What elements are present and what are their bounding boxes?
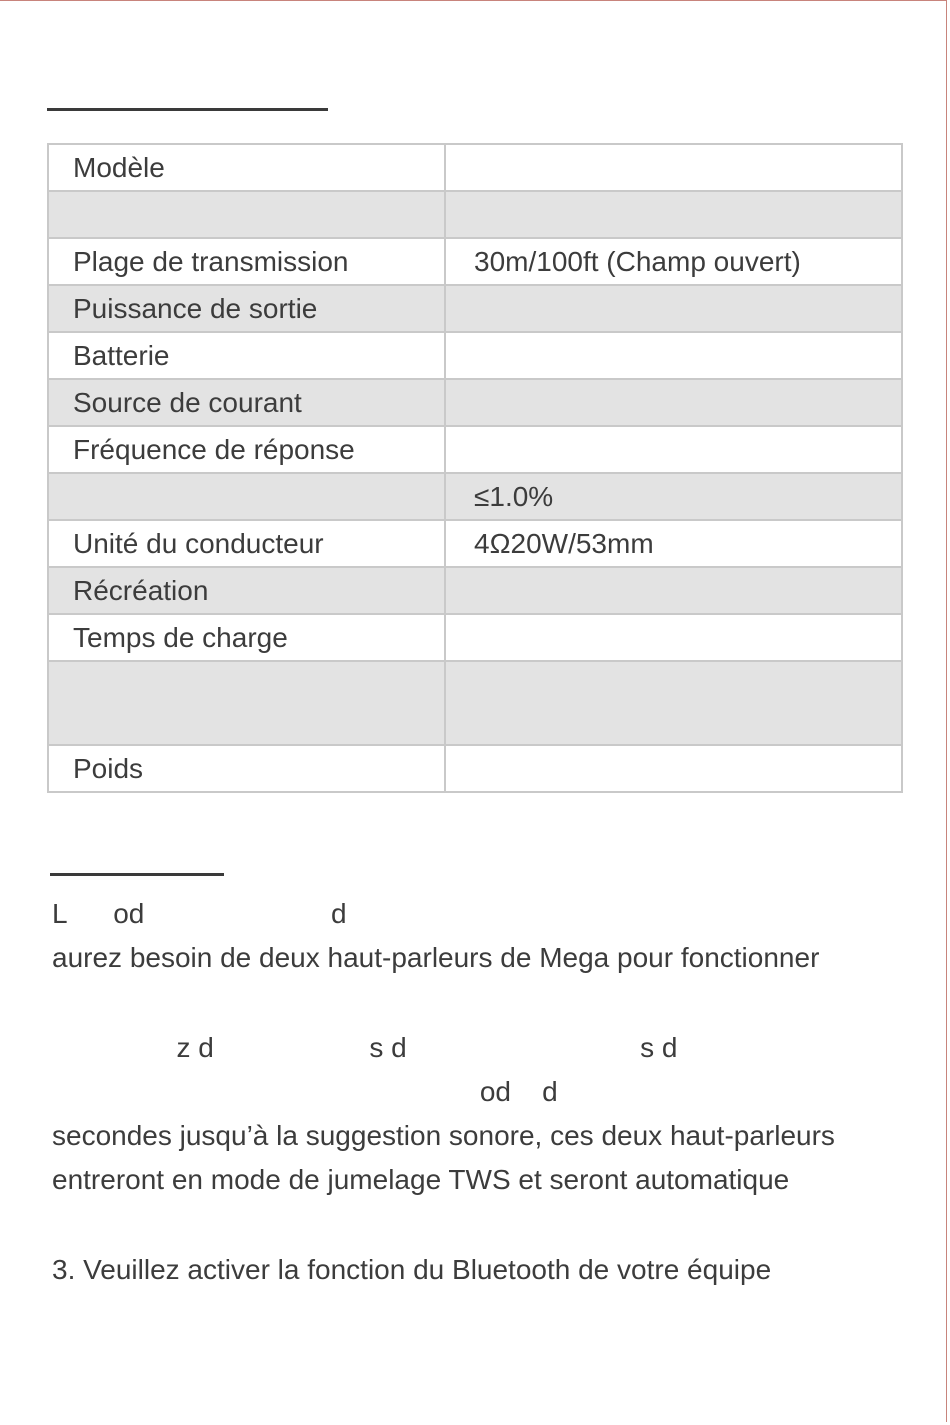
spec-value	[445, 191, 902, 238]
spec-value: ≤1.0%	[445, 473, 902, 520]
spec-label	[48, 661, 445, 745]
spec-value	[445, 332, 902, 379]
table-row	[48, 332, 902, 379]
body-line-4: od d	[52, 1076, 558, 1107]
spec-value	[445, 285, 902, 332]
body-line-5: secondes jusqu’à la suggestion sonore, ces deux haut-parleurs	[52, 1120, 835, 1151]
body-line-1: L od d	[52, 898, 347, 929]
heading-underline-specs	[47, 108, 328, 111]
heading-underline-tws	[50, 873, 224, 876]
body-line-3: z d s d s d	[52, 1032, 678, 1063]
spec-label: Modèle	[48, 144, 445, 191]
spec-value: 4Ω20W/53mm	[445, 520, 902, 567]
spec-value	[445, 426, 902, 473]
spec-value	[445, 661, 902, 745]
body-line-7: 3. Veuillez activer la fonction du Bluetooth de votre équipe	[52, 1254, 772, 1285]
spec-label: Fréquence de réponse	[48, 426, 445, 473]
spec-value	[445, 567, 902, 614]
table-row	[48, 567, 902, 614]
spec-value	[445, 144, 902, 191]
body-line-6: entreront en mode de jumelage TWS et seront automatique	[52, 1164, 790, 1195]
specifications-table	[47, 143, 903, 793]
table-row	[48, 426, 902, 473]
spec-label: Plage de transmission	[48, 238, 445, 285]
spec-label: Récréation	[48, 567, 445, 614]
spec-value	[445, 745, 902, 792]
table-row	[48, 238, 902, 285]
spec-label: Batterie	[48, 332, 445, 379]
table-row	[48, 661, 902, 745]
spec-value	[445, 379, 902, 426]
table-row	[48, 614, 902, 661]
spec-label: Unité du conducteur	[48, 520, 445, 567]
table-row	[48, 520, 902, 567]
spec-label	[48, 191, 445, 238]
table-row	[48, 745, 902, 792]
table-row	[48, 191, 902, 238]
body-line-2: aurez besoin de deux haut-parleurs de Mega pour fonctionner	[52, 942, 820, 973]
spec-value	[445, 614, 902, 661]
spec-label: Source de courant	[48, 379, 445, 426]
table-row	[48, 144, 902, 191]
table-row	[48, 379, 902, 426]
spec-label	[48, 473, 445, 520]
spec-label: Poids	[48, 745, 445, 792]
table-row	[48, 285, 902, 332]
spec-label: Puissance de sortie	[48, 285, 445, 332]
table-row	[48, 473, 902, 520]
spec-label: Temps de charge	[48, 614, 445, 661]
spec-value: 30m/100ft (Champ ouvert)	[445, 238, 902, 285]
